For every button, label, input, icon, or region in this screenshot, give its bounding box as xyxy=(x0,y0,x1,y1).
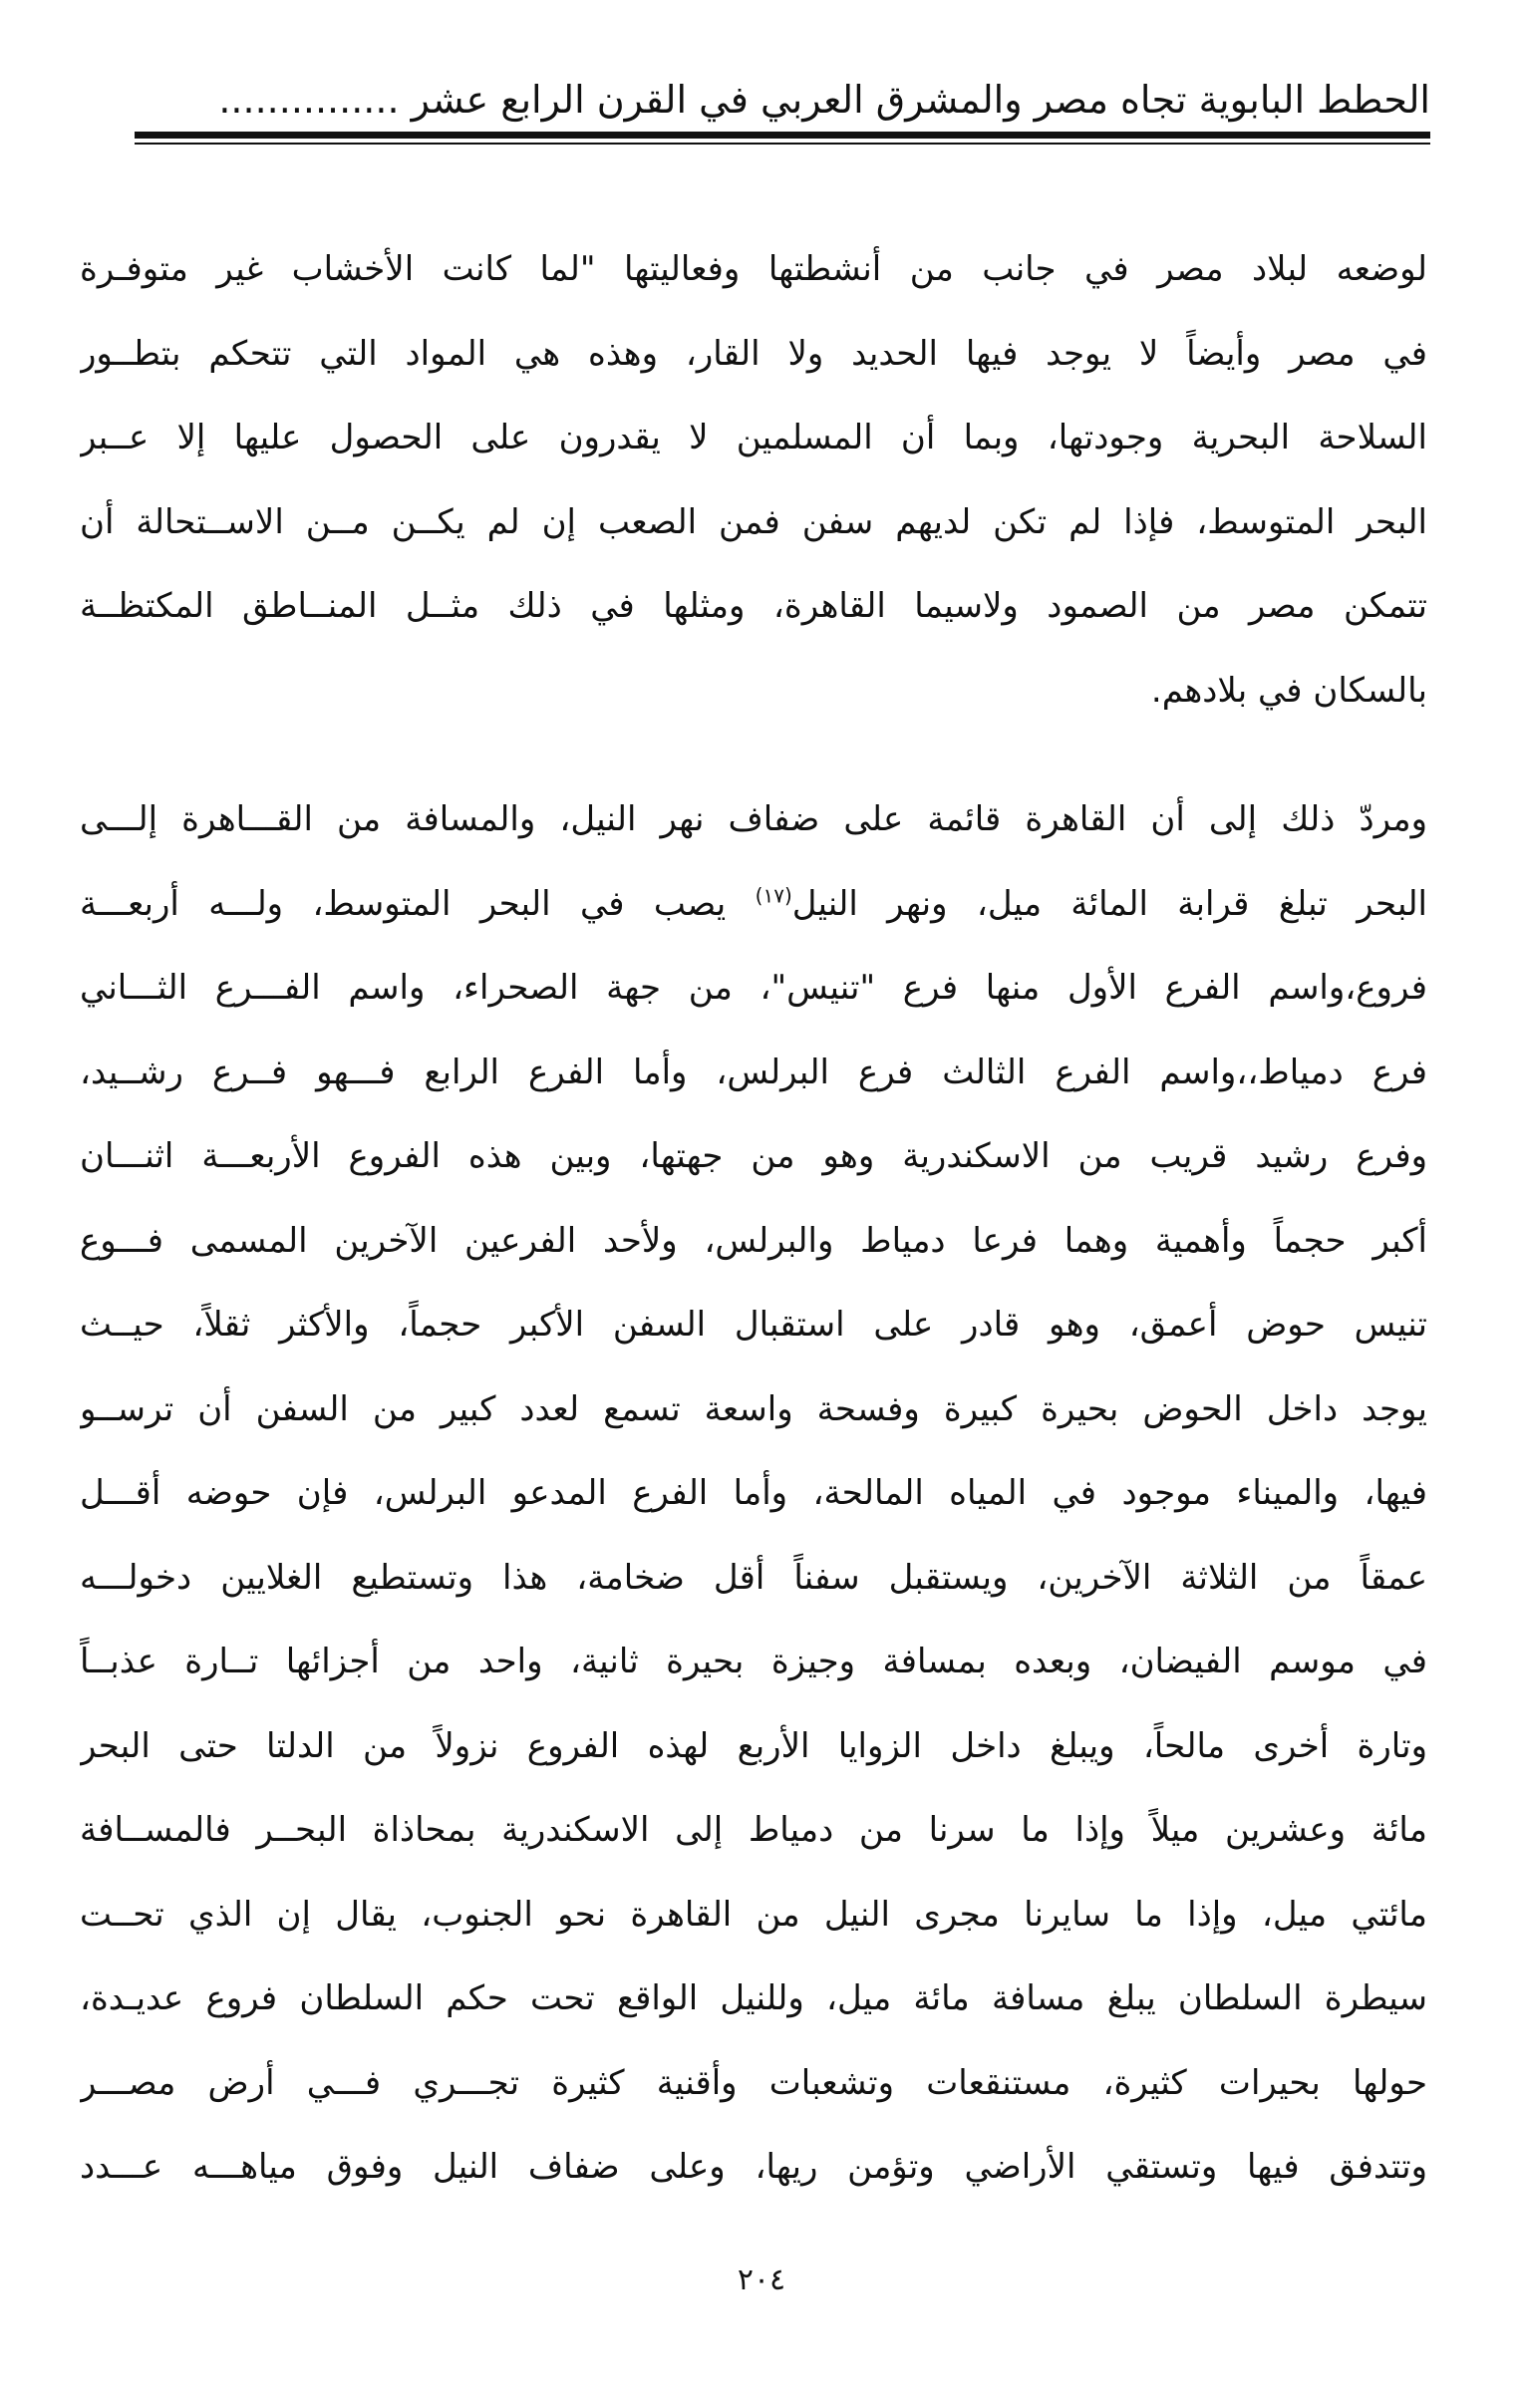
text-line: وفرع رشيد قريب من الاسكندرية وهو من جهتها، وبين هذه الفروع الأربعـــة اثنـــان xyxy=(80,1136,1427,1176)
page-header xyxy=(135,70,1430,145)
text-line: أكبر حجماً وأهمية وهما فرعا دمياط والبرلس، ولأحد الفرعين الآخرين المسمى فـــوع xyxy=(80,1220,1427,1261)
text-line: مائتي ميل، وإذا ما سايرنا مجرى النيل من القاهرة نحو الجنوب، يقال إن الذي تحــت xyxy=(80,1894,1427,1935)
text-line: فرع دمياط،،واسم الفرع الثالث فرع البرلس، وأما الفرع الرابع فـــهو فــرع رشــيد، xyxy=(80,1052,1427,1092)
text-line: يوجد داخل الحوض بحيرة كبيرة وفسحة واسعة تسمع لعدد كبير من السفن أن ترســو xyxy=(80,1388,1427,1429)
text-line: تنيس حوض أعمق، وهو قادر على استقبال السفن الأكبر حجماً، والأكثر ثقلاً، حيــث xyxy=(80,1305,1427,1345)
text-line: لوضعه لبلاد مصر في جانب من أنشطتها وفعاليتها "لما كانت الأخشاب غير متوفـرة xyxy=(80,249,1427,289)
text-line: فروع،واسم الفرع الأول منها فرع "تنيس"، من جهة الصحراء، واسم الفـــرع الثـــاني xyxy=(80,968,1427,1008)
text-line: عمقاً من الثلاثة الآخرين، ويستقبل سفناً أقل ضخامة، هذا وتستطيع الغلايين دخولـــه xyxy=(80,1557,1427,1598)
text-line: السلاحة البحرية وجودتها، وبما أن المسلمين لا يقدرون على الحصول عليها إلا عــبر xyxy=(80,418,1427,457)
text-line: وتتدفق فيها وتستقي الأراضي وتؤمن ريها، وعلى ضفاف النيل وفوق مياهـــه عـــدد xyxy=(80,2147,1427,2187)
text-segment: يصب في البحر المتوسط، ولـــه أربعـــة xyxy=(80,883,727,924)
text-line: تتمكن مصر من الصمود ولاسيما القاهرة، ومثلها في ذلك مثــل المنــاطق المكتظــة xyxy=(80,586,1427,626)
footnote-reference: (١٧) xyxy=(755,883,792,908)
text-line: فيها، والميناء موجود في المياه المالحة، وأما الفرع المدعو البرلس، فإن حوضه أقـــل xyxy=(80,1473,1427,1513)
header-rule-thick xyxy=(135,132,1430,139)
text-line-with-footnote xyxy=(80,862,1427,947)
text-line: بالسكان في بلادهم. xyxy=(1150,670,1427,711)
text-segment: البحر تبلغ قرابة المائة ميل، ونهر النيل xyxy=(791,883,1427,924)
paragraph-2 xyxy=(80,777,1427,2210)
text-line: سيطرة السلطان يبلغ مسافة مائة ميل، وللنيل الواقع تحت حكم السلطان فروع عديـدة، xyxy=(80,1978,1427,2018)
text-line: ومردّ ذلك إلى أن القاهرة قائمة على ضفاف نهر النيل، والمسافة من القـــاهرة إلـــى xyxy=(80,799,1427,839)
text-line: في مصر وأيضاً لا يوجد فيها الحديد ولا القار، وهذه هي المواد التي تتحكم بتطــور xyxy=(80,333,1427,374)
text-line: وتارة أخرى مالحاً، ويبلغ داخل الزوايا الأربع لهذه الفروع نزولاً من الدلتا حتى البحر xyxy=(80,1725,1427,1766)
text-line: البحر المتوسط، فإذا لم تكن لديهم سفن فمن الصعب إن لم يكــن مــن الاســتحالة أن xyxy=(80,501,1427,542)
text-line: في موسم الفيضان، وبعده بمسافة وجيزة بحيرة ثانية، واحد من أجزائها تــارة عذبــاً xyxy=(80,1642,1427,1681)
page-number: ٢٠٤ xyxy=(737,2262,786,2297)
text-line: حولها بحيرات كثيرة، مستنقعات وتشعبات وأقنية كثيرة تجـــري فـــي أرض مصـــر xyxy=(80,2062,1427,2103)
paragraph-1 xyxy=(80,227,1427,733)
text-line: مائة وعشرين ميلاً وإذا ما سرنا من دمياط إلى الاسكندرية بمحاذاة البحــر فالمســافة xyxy=(80,1810,1427,1850)
running-title: الحطط البابوية تجاه مصر والمشرق العربي في القرن الرابع عشر ............... xyxy=(218,78,1430,122)
header-rule-thin xyxy=(135,143,1430,145)
